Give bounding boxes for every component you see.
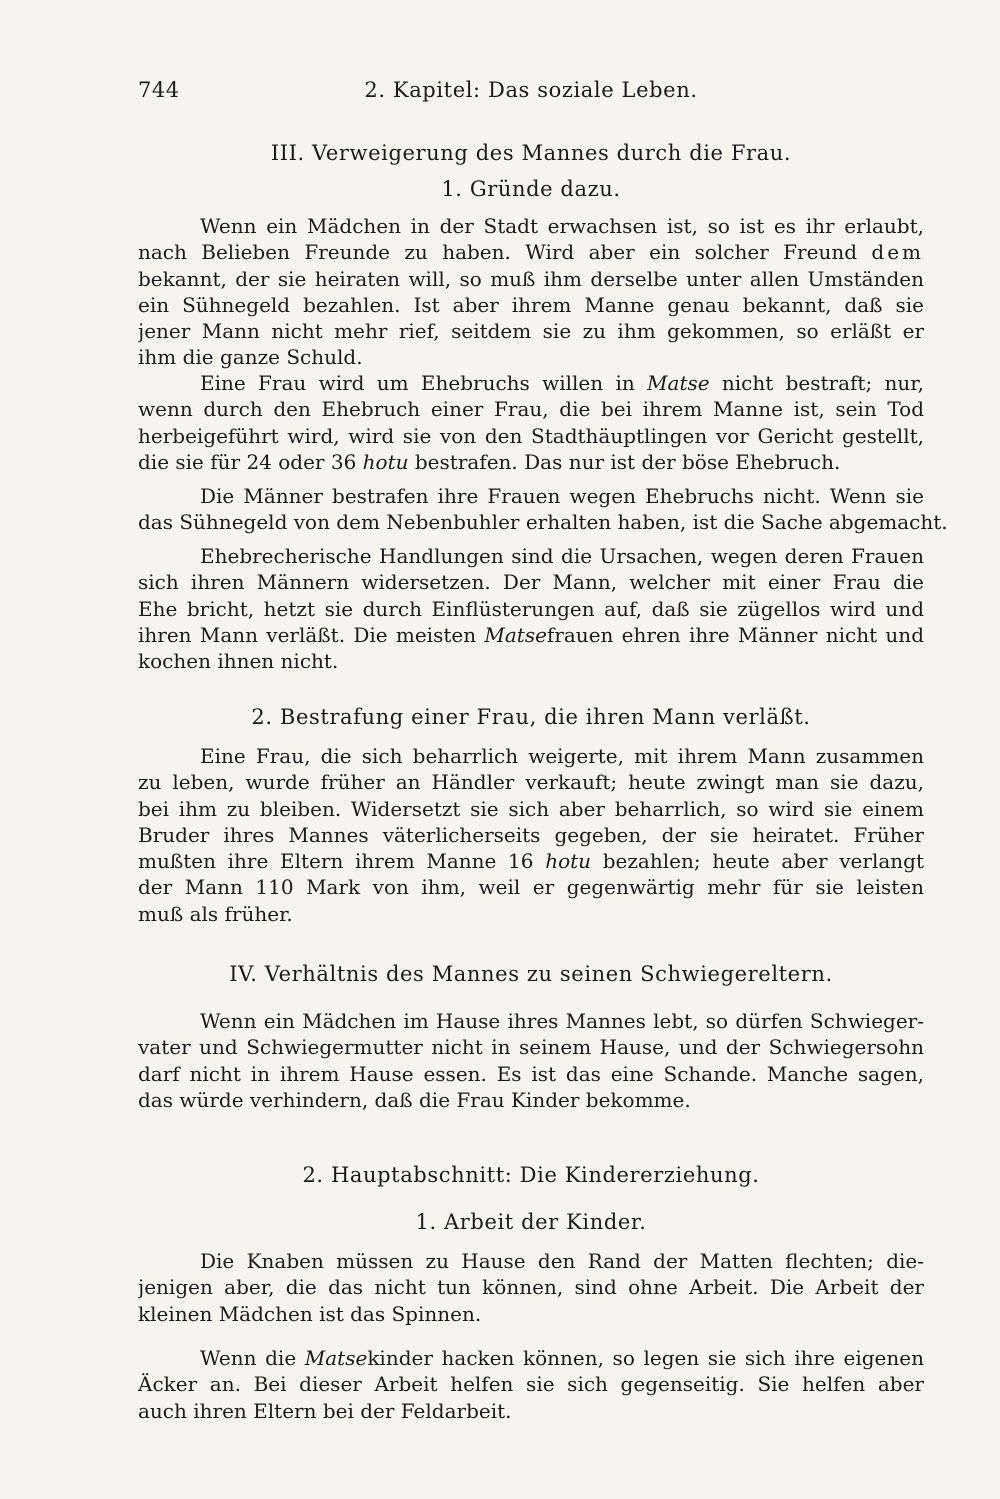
text-line: kochen ihnen nicht. — [138, 649, 339, 674]
page-number: 744 — [138, 78, 180, 102]
running-header — [138, 78, 924, 112]
text-line: Eine Frau wird um Ehebruchs willen in Matse nicht bestraft; nur, — [200, 371, 924, 395]
text-line: herbeigeführt wird, wird sie von den Stadthäuptlingen vor Gericht gestellt, — [138, 423, 924, 448]
subheading-arbeit: 1. Arbeit der Kinder. — [415, 1210, 647, 1234]
text-line: wenn durch den Ehebruch einer Frau, die bei ihrem Manne ist, sein Tod — [138, 397, 924, 422]
text-line: kleinen Mädchen ist das Spinnen. — [138, 1301, 482, 1326]
running-title: 2. Kapitel: Das soziale Leben. — [364, 78, 698, 102]
text-line: Eine Frau, die sich beharrlich weigerte, mit ihrem Mann zusammen — [200, 744, 924, 768]
paragraph — [138, 483, 948, 536]
text-line: vater und Schwiegermutter nicht in seinem Hause, und der Schwiegersohn — [138, 1035, 924, 1060]
text-line: Die Knaben müssen zu Hause den Rand der Matten flechten; die- — [200, 1249, 924, 1273]
text-line: mußten ihre Eltern ihrem Manne 16 hotu bezahlen; heute aber verlangt — [138, 849, 924, 874]
paragraph — [138, 1008, 924, 1113]
text-line: das würde verhindern, daß die Frau Kinder bekomme. — [138, 1087, 691, 1112]
paragraph — [138, 543, 924, 674]
text-line: Die Männer bestrafen ihre Frauen wegen Ehebruchs nicht. Wenn sie — [200, 484, 924, 508]
text-line: der Mann 110 Mark von ihm, weil er gegenwärtig mehr für sie leisten — [138, 875, 924, 900]
text-line: bei ihm zu bleiben. Widersetzt sie sich aber beharrlich, so wird sie einem — [138, 796, 924, 821]
text-line: Wenn ein Mädchen im Hause ihres Mannes lebt, so dürfen Schwieger- — [200, 1009, 924, 1033]
text-line: Wenn die Matsekinder hacken können, so legen sie sich ihre eigenen — [200, 1346, 924, 1370]
text-line: sich ihren Männern widersetzen. Der Mann, welcher mit einer Frau die — [138, 570, 924, 595]
text-line: jenigen aber, die das nicht tun können, sind ohne Arbeit. Die Arbeit der — [138, 1275, 924, 1300]
paragraph — [138, 1248, 924, 1327]
section-heading-iv: IV. Verhältnis des Mannes zu seinen Schwiegereltern. — [229, 962, 833, 986]
text-line: bekannt, der sie heiraten will, so muß ihm derselbe unter allen Umständen — [138, 266, 924, 291]
text-line: Äcker an. Bei dieser Arbeit helfen sie sich gegenseitig. Sie helfen aber — [138, 1372, 924, 1397]
text-line: muß als früher. — [138, 901, 293, 926]
text-line: ihm die ganze Schuld. — [138, 345, 363, 370]
paragraph — [138, 213, 924, 371]
text-line: jener Mann nicht mehr rief, seitdem sie zu ihm gekommen, so erläßt er — [138, 319, 924, 344]
text-line: ihren Mann verläßt. Die meisten Matsefrauen ehren ihre Männer nicht und — [138, 622, 924, 647]
subheading-gruende: 1. Gründe dazu. — [441, 177, 621, 201]
text-line: nach Belieben Freunde zu haben. Wird aber ein solcher Freund dem — [138, 240, 924, 265]
text-line: auch ihren Eltern bei der Feldarbeit. — [138, 1398, 512, 1423]
paragraph — [138, 1345, 924, 1424]
text-line: die sie für 24 oder 36 hotu bestrafen. Das nur ist der böse Ehebruch. — [138, 449, 841, 474]
text-line: Ehe bricht, hetzt sie durch Einflüsterungen auf, daß sie zügellos wird und — [138, 596, 924, 621]
subheading-bestrafung: 2. Bestrafung einer Frau, die ihren Mann verläßt. — [251, 705, 811, 729]
text-line: Bruder ihres Mannes väterlicherseits gegeben, der sie heiratet. Früher — [138, 822, 924, 847]
paragraph — [138, 743, 924, 927]
paragraph — [138, 370, 924, 475]
text-line: Wenn ein Mädchen in der Stadt erwachsen ist, so ist es ihr erlaubt, — [200, 214, 924, 238]
text-line: ein Sühnegeld bezahlen. Ist aber ihrem Manne genau bekannt, daß sie — [138, 292, 924, 317]
text-line: darf nicht in ihrem Hause essen. Es ist das eine Schande. Manche sagen, — [138, 1061, 924, 1086]
text-line: zu leben, wurde früher an Händler verkauft; heute zwingt man sie dazu, — [138, 770, 924, 795]
text-line: das Sühnegeld von dem Nebenbuhler erhalten haben, ist die Sache abgemacht. — [138, 510, 948, 535]
text-line: Ehebrecherische Handlungen sind die Ursachen, wegen deren Frauen — [200, 544, 924, 568]
section-heading-iii: III. Verweigerung des Mannes durch die Frau. — [270, 141, 792, 165]
main-section-heading: 2. Hauptabschnitt: Die Kindererziehung. — [302, 1163, 760, 1187]
